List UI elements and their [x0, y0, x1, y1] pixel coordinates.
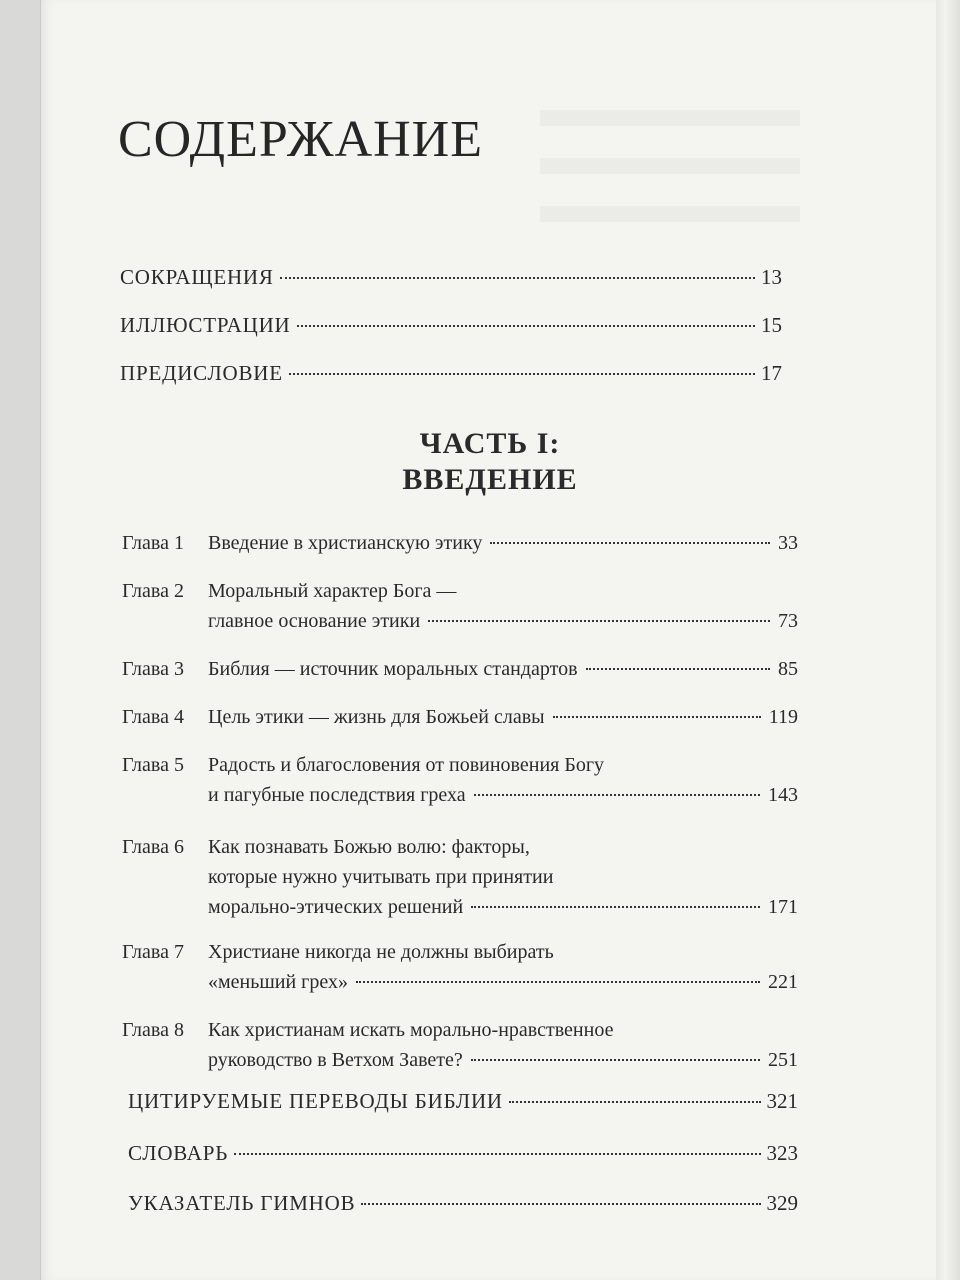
entry-label: ИЛЛЮСТРАЦИИ: [120, 313, 291, 337]
dot-leader: [297, 325, 755, 327]
entry-label: ПРЕДИСЛОВИЕ: [120, 361, 283, 385]
entry-page: 329: [766, 1191, 798, 1215]
dot-leader: [471, 906, 760, 908]
toc-entry-hymn-index[interactable]: [128, 1188, 798, 1218]
dot-leader: [490, 542, 770, 544]
chapter-title-line: Цель этики — жизнь для Божьей славы: [208, 706, 545, 728]
chapter-title-line: Введение в христианскую этику: [208, 532, 483, 554]
entry-label: СЛОВАРЬ: [128, 1141, 229, 1165]
chapter-page: 171: [768, 896, 798, 918]
chapter-page: 143: [768, 784, 798, 806]
toc-entry-preface[interactable]: [120, 358, 782, 388]
dot-leader: [474, 794, 760, 796]
chapter-number: Глава 7: [122, 941, 184, 963]
chapter-title-line: Моральный характер Бога —: [208, 580, 457, 602]
entry-page: 323: [766, 1141, 798, 1165]
chapter-page: 251: [768, 1049, 798, 1071]
entry-label: ЦИТИРУЕМЫЕ ПЕРЕВОДЫ БИБЛИИ: [128, 1089, 503, 1113]
dot-leader: [586, 668, 770, 670]
part-title: ВВЕДЕНИЕ: [402, 463, 578, 496]
chapter-number: Глава 6: [122, 836, 184, 858]
dot-leader: [509, 1101, 761, 1103]
entry-label: УКАЗАТЕЛЬ ГИМНОВ: [128, 1191, 356, 1215]
chapter-number: Глава 2: [122, 580, 184, 602]
chapter-page: 33: [778, 532, 798, 554]
entry-page: 13: [761, 265, 782, 289]
chapter-title-line: главное основание этики: [208, 610, 421, 632]
chapter-number: Глава 5: [122, 754, 184, 776]
chapter-title-line: руководство в Ветхом Завете?: [208, 1049, 463, 1071]
chapter-title-line: Библия — источник моральных стандартов: [208, 658, 578, 680]
chapter-title-line: которые нужно учитывать при принятии: [208, 866, 554, 888]
entry-label: СОКРАЩЕНИЯ: [120, 265, 274, 289]
chapter-title-line: морально-этических решений: [208, 896, 464, 918]
chapter-title-line: Как христианам искать морально-нравственное: [208, 1019, 614, 1041]
toc-entry-abbreviations[interactable]: [120, 262, 782, 292]
chapter-page: 85: [778, 658, 798, 680]
entry-page: 321: [766, 1089, 798, 1113]
page-edge: [935, 0, 960, 1280]
chapter-number: Глава 3: [122, 658, 184, 680]
chapter-page: 119: [768, 706, 798, 728]
chapter-title-line: Радость и благословения от повиновения Богу: [208, 754, 605, 776]
toc-entry-illustrations[interactable]: [120, 310, 782, 340]
toc-entry-bible-translations[interactable]: [128, 1086, 798, 1116]
chapter-title-line: «меньший грех»: [208, 971, 348, 993]
chapter-number: Глава 8: [122, 1019, 184, 1041]
dot-leader: [428, 620, 770, 622]
part-heading: [240, 426, 740, 498]
chapter-number: Глава 4: [122, 706, 184, 728]
bleed-through-decoration: [540, 110, 800, 250]
chapter-title-line: Христиане никогда не должны выбирать: [208, 941, 554, 963]
chapter-title-line: Как познавать Божью волю: факторы,: [208, 836, 530, 858]
chapter-page: 221: [768, 971, 798, 993]
chapter-title-line: и пагубные последствия греха: [208, 784, 466, 806]
dot-leader: [234, 1153, 760, 1155]
dot-leader: [361, 1203, 760, 1205]
chapter-page: 73: [778, 610, 798, 632]
entry-page: 17: [761, 361, 782, 385]
dot-leader: [471, 1059, 760, 1061]
dot-leader: [356, 981, 760, 983]
chapter-number: Глава 1: [122, 532, 184, 554]
page-title: СОДЕРЖАНИЕ: [118, 111, 483, 168]
dot-leader: [280, 277, 755, 279]
dot-leader: [553, 716, 761, 718]
toc-entry-glossary[interactable]: [128, 1138, 798, 1168]
dot-leader: [289, 373, 755, 375]
part-number: ЧАСТЬ I:: [419, 427, 561, 460]
entry-page: 15: [761, 313, 782, 337]
